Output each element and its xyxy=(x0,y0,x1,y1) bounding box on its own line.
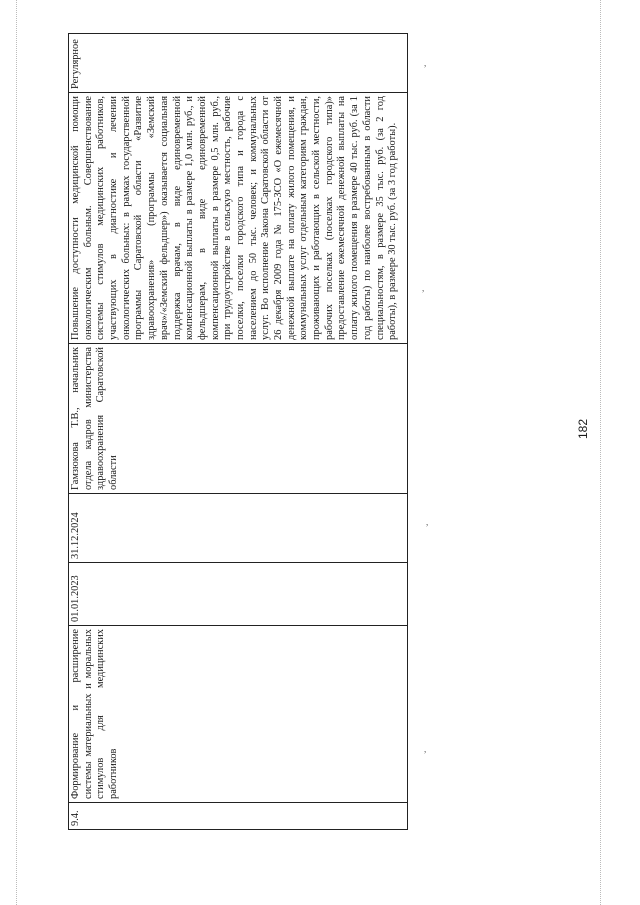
scan-artifact: , xyxy=(426,517,429,527)
table-border-extension xyxy=(68,808,69,830)
measure-cell: Формирование и расширение системы материальных и моральных стимулов для медицинских работников xyxy=(69,626,408,803)
rotated-table-container xyxy=(68,39,408,830)
page-number: 182 xyxy=(576,418,591,440)
start-date-cell: 01.01.2023 xyxy=(69,563,408,626)
responsible-cell: Гамзюкова Т.В., начальник отдела кадров министерства здравоохранения Саратовской области xyxy=(69,344,408,494)
end-date-cell: 31.12.2024 xyxy=(69,494,408,563)
periodicity-cell: Регулярное xyxy=(69,34,408,93)
scan-artifact: , xyxy=(422,283,425,293)
row-number-cell: 9.4. xyxy=(69,803,408,830)
scan-artifact: , xyxy=(424,58,427,68)
scan-margin-line xyxy=(16,0,17,905)
measures-table xyxy=(68,33,408,830)
scan-margin-line xyxy=(600,0,601,905)
table-row xyxy=(69,34,408,830)
scan-artifact: , xyxy=(424,744,427,754)
result-cell: Повышение доступности медицинской помощи онкологическим больным. Совершенствование системы стимулов медицинских работников, участвующих в диагностике и лечении онкологических больных: в рамках государственной программы Саратовской области «Развитие здравоохранения» (программы «Земский врач»/«Земский фельдшер») оказывается социальная поддержка врачам, в виде единовременной компенсационной выплаты в размере 1,0 млн. руб., и фельдшерам, в виде единовременной компенсационной выплаты в размере 0,5 млн. руб., при трудоустройстве в сельскую местность, рабочие поселки, поселки городского типа и города с населением до 50 тыс. человек; и коммунальных услуг. Во исполнение Закона Саратовской области от 26 декабря 2009 года № 175-ЗСО «О ежемесячной денежной выплате на оплату жилого помещения, и коммунальных услуг отдельным категориям граждан, проживающих и работающих в сельской местности, рабочих поселках (поселках городского типа)» предоставление ежемесячной денежной выплаты на оплату жилого помещения в размере 40 тыс. руб. (за 1 год работы) по наиболее востребованным в области специальностям, в размере 35 тыс. руб. (за 2 год работы), в размере 30 тыс. руб. (за 3 год работы). xyxy=(69,93,408,344)
